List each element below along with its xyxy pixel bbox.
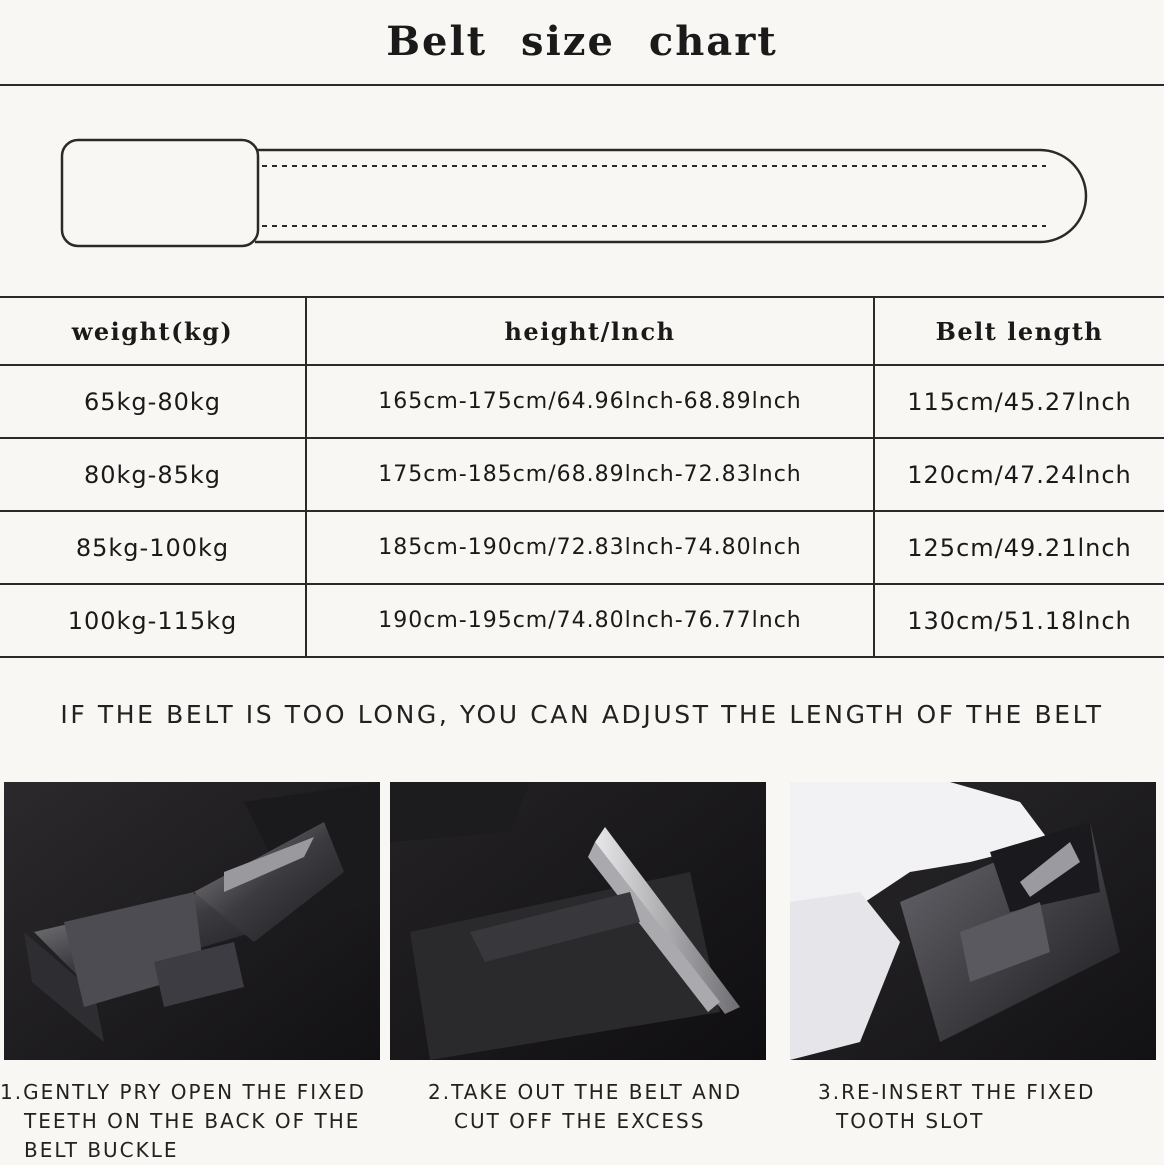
weight-cell: 80kg-85kg — [0, 438, 306, 511]
step-1-caption: 1.GENTLY PRY OPEN THE FIXED TEETH ON THE BACK OF THE BELT BUCKLE — [0, 1080, 366, 1162]
step-1-photo — [4, 782, 380, 1060]
weight-cell: 85kg-100kg — [0, 511, 306, 584]
step-2-photo — [390, 782, 766, 1060]
weight-cell: 65kg-80kg — [0, 365, 306, 438]
chart-title: Belt size chart — [386, 18, 778, 65]
table-row — [0, 584, 1164, 657]
table-header-row — [0, 297, 1164, 365]
height-cell: 175cm-185cm/68.89lnch-72.83lnch — [306, 438, 874, 511]
belt-length-cell: 115cm/45.27lnch — [874, 365, 1164, 438]
title-divider — [0, 84, 1164, 86]
table-row — [0, 438, 1164, 511]
belt-outline-diagram — [0, 90, 1164, 290]
step-2-caption: 2.TAKE OUT THE BELT AND CUT OFF THE EXCESS — [428, 1080, 743, 1133]
adjust-length-notice: IF THE BELT IS TOO LONG, YOU CAN ADJUST THE LENGTH OF THE BELT — [60, 700, 1104, 729]
height-cell: 165cm-175cm/64.96lnch-68.89lnch — [306, 365, 874, 438]
header-weight: weight(kg) — [0, 297, 306, 365]
height-cell: 190cm-195cm/74.80lnch-76.77lnch — [306, 584, 874, 657]
belt-length-cell: 120cm/47.24lnch — [874, 438, 1164, 511]
weight-cell: 100kg-115kg — [0, 584, 306, 657]
step-3-caption: 3.RE-INSERT THE FIXED TOOTH SLOT — [818, 1080, 1096, 1133]
belt-length-cell: 130cm/51.18lnch — [874, 584, 1164, 657]
table-row — [0, 511, 1164, 584]
header-belt-length: Belt length — [874, 297, 1164, 365]
header-height: height/lnch — [306, 297, 874, 365]
belt-length-cell: 125cm/49.21lnch — [874, 511, 1164, 584]
table-row — [0, 365, 1164, 438]
height-cell: 185cm-190cm/72.83lnch-74.80lnch — [306, 511, 874, 584]
belt-buckle — [62, 140, 258, 246]
belt-strap — [255, 150, 1086, 242]
size-table — [0, 296, 1164, 658]
step-3-photo — [790, 782, 1156, 1060]
